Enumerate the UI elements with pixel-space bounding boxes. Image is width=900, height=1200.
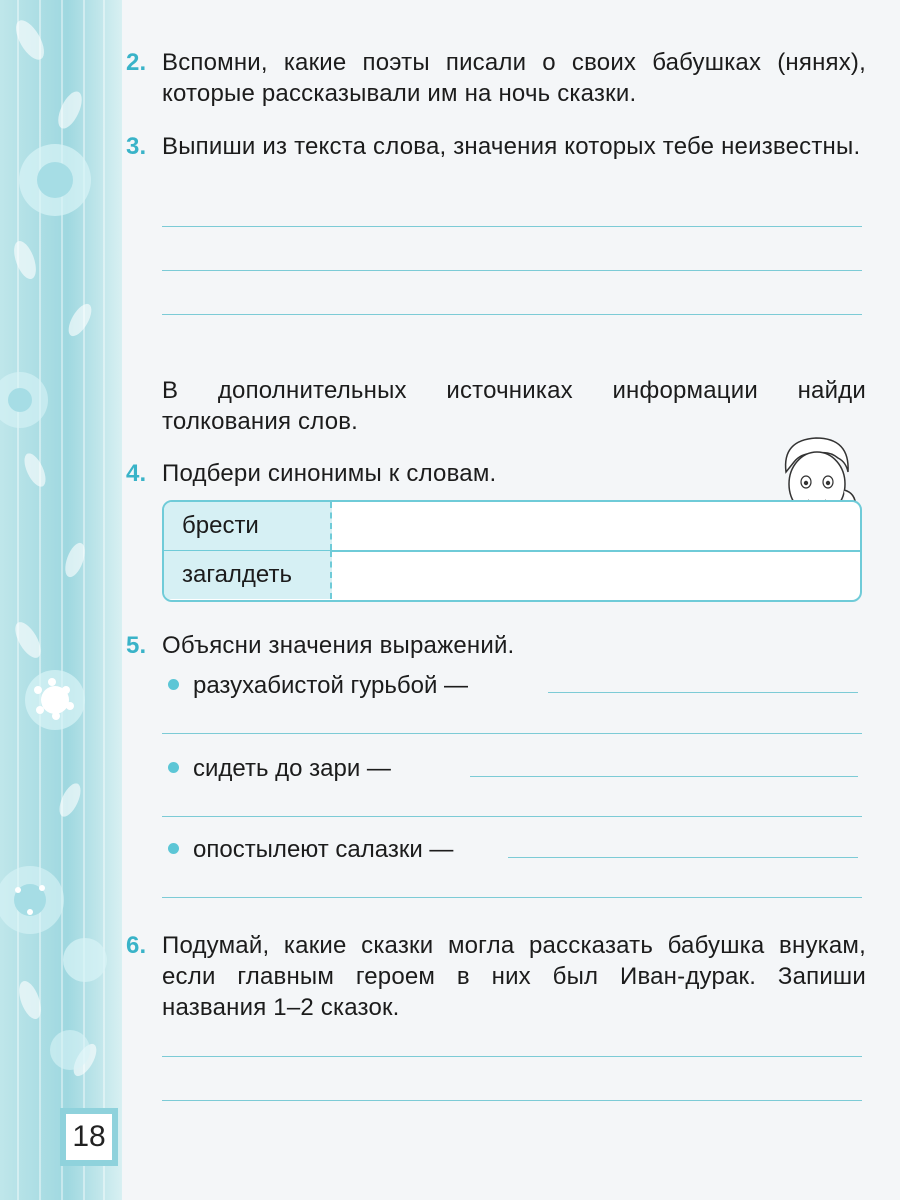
task-3	[126, 131, 866, 162]
word-cell: брести	[164, 502, 332, 550]
decorative-sidebar	[0, 0, 122, 1200]
task-text: Подбери синонимы к словам.	[162, 460, 497, 487]
task-text: В дополнительных источниках информации найди толкования слов.	[162, 377, 866, 435]
answer-line[interactable]	[162, 270, 862, 271]
answer-line[interactable]	[162, 1100, 862, 1101]
task-2	[126, 47, 866, 109]
task-number: 5.	[126, 632, 147, 659]
page-number-box	[60, 1108, 118, 1166]
task-text: Подумай, какие сказки могла рассказать бабушка внукам, если главным героем в них был Иван-дурак. Запиши названия 1–2 сказок.	[162, 932, 866, 1021]
expression-text: сидеть до зари —	[193, 755, 391, 782]
page-number: 18	[66, 1114, 112, 1160]
task-number: 2.	[126, 49, 147, 76]
list-item	[168, 834, 453, 865]
task-5	[126, 630, 866, 661]
expression-text: разухабистой гурьбой —	[193, 672, 469, 699]
task-6	[126, 930, 866, 1023]
list-item	[168, 753, 391, 784]
answer-line[interactable]	[162, 1056, 862, 1057]
task-text: Объясни значения выражений.	[162, 632, 515, 659]
answer-line[interactable]	[162, 314, 862, 315]
synonyms-table	[162, 500, 862, 602]
task-3-extra	[126, 375, 866, 437]
task-number: 6.	[126, 932, 147, 959]
answer-line[interactable]	[162, 816, 862, 817]
answer-line[interactable]	[162, 733, 862, 734]
answer-line[interactable]	[162, 226, 862, 227]
answer-line[interactable]	[162, 897, 862, 898]
answer-line[interactable]	[508, 857, 858, 858]
expression-text: опостылеют салазки —	[193, 836, 454, 863]
list-item	[168, 670, 468, 701]
table-row	[164, 502, 860, 552]
answer-line[interactable]	[470, 776, 858, 777]
table-row	[164, 551, 860, 599]
task-4	[126, 458, 866, 489]
answer-line[interactable]	[548, 692, 858, 693]
task-number: 4.	[126, 460, 147, 487]
task-text: Выпиши из текста слова, значения которых тебе неизвестны.	[162, 133, 861, 160]
bullet-icon	[168, 679, 179, 690]
bullet-icon	[168, 762, 179, 773]
floral-pattern-icon	[0, 0, 122, 1200]
word-cell: загалдеть	[164, 551, 332, 599]
task-number: 3.	[126, 133, 147, 160]
task-text: Вспомни, какие поэты писали о своих бабушках (нянях), которые рассказывали им на ночь сказки.	[162, 49, 866, 107]
bullet-icon	[168, 843, 179, 854]
